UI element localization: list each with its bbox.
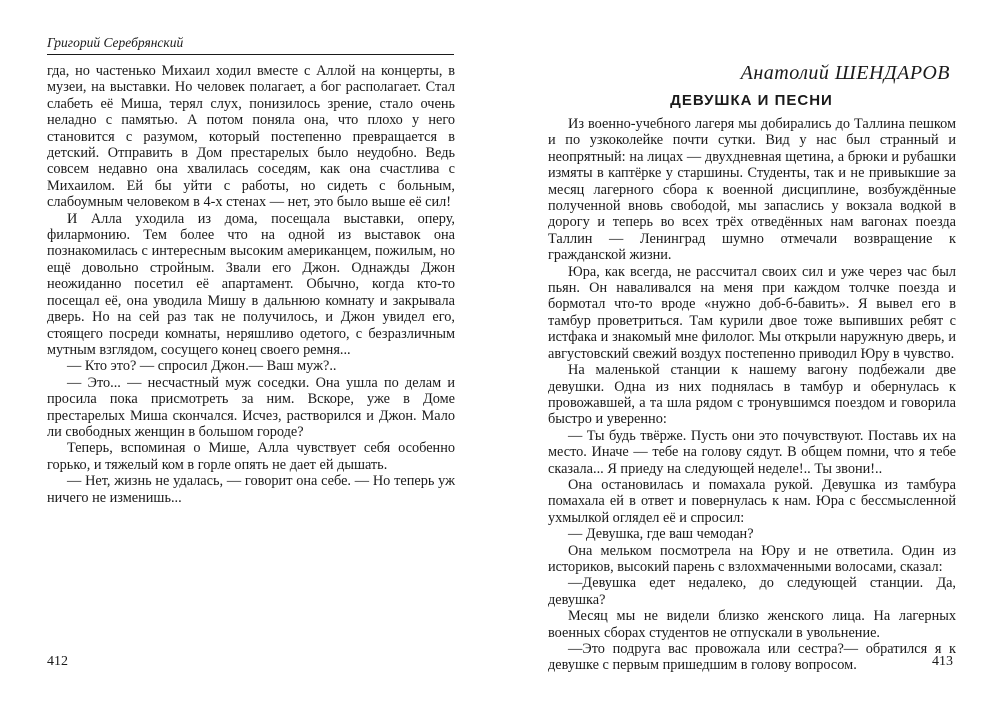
right-page-text (548, 116, 956, 674)
paragraph: — Ты будь твёрже. Пусть они это почувствуют. Поставь их на место. Иначе — тебе на голову сядут. В общем помни, что я тебе сказала... Я приеду на следующей неделе!.. Ты звони!.. (548, 427, 956, 477)
paragraph: Месяц мы не видели близко женского лица. На лагерных военных сборах студентов не отпускали в увольнение. (548, 608, 956, 641)
paragraph: гда, но частенько Михаил ходил вместе с Аллой на концерты, в музеи, на выставки. Но человек полагает, а бог располагает. Стал слабеть её Миша, терял слух, понизилось зрение, стало очень неладно с памятью. А потом поняла она, что плохо у него становится с разумом, который постепенно превращается в детский. Отправить в Дом престарелых было неудобно. Ведь совсем недавно она хвалилась соседям, как она счастлива с Михаилом. Ей бы уйти с работы, но сидеть с больным, слабоумным человеком в 4-х стенах — нет, это было выше её сил! (47, 63, 455, 211)
paragraph: — Девушка, где ваш чемодан? (568, 526, 754, 543)
paragraph: —Девушка едет недалеко, до следующей станции. Да, девушка? (548, 575, 956, 608)
right-page (500, 0, 1000, 707)
paragraph: Она остановилась и помахала рукой. Девушка из тамбура помахала ей в ответ и повернулась к нам. Юра с бессмысленной ухмылкой оглядел её и спросил: (548, 476, 956, 526)
left-page-text (47, 63, 455, 506)
paragraph: На маленькой станции к нашему вагону подбежали две девушки. Одна из них поднялась в тамбур и обернулась к провожавшей, а та шла рядом с тронувшимся поездом и говорила быстро и уверенно: (548, 362, 956, 428)
paragraph: — Кто это? — спросил Джон.— Ваш муж?.. (67, 358, 337, 375)
page-number: 412 (47, 654, 68, 669)
story-title: ДЕВУШКА И ПЕСНИ (670, 92, 833, 109)
paragraph: Она мельком посмотрела на Юру и не ответила. Один из историков, высокий парень с взлохмаченными волосами, сказал: (548, 542, 956, 575)
page-number: 413 (932, 654, 953, 669)
paragraph: И Алла уходила из дома, посещала выставки, оперу, филармонию. Тем более что на одной из выставок она познакомилась с интересным высоким американцем, пожилым, но ещё довольно стройным. Звали его Джон. Однажды Джон неожиданно посетил её апартамент. Обычно, когда кто-то посещал её, она уводила Мишу в дальнюю комнату и закрывала дверь. Но на сей раз так не получилось, и Джон увидел его, стоящего посреди комнаты, неряшливо одетого, с безразличным мутным взглядом, сосущего конец своего ремня... (47, 210, 455, 358)
paragraph: Юра, как всегда, не рассчитал своих сил и уже через час был пьян. Он наваливался на меня при каждом толчке поезда и бормотал что-то вроде «нужно доб-б-бавить». Я вывел его в тамбур проветриться. Там курили двое тоже выпивших ребят с истфака и знакомый мне филолог. Мы открыли наружную дверь, и августовский свежий воздух постепенно приводил Юру в чувство. (548, 263, 956, 362)
paragraph: — Это... — несчастный муж соседки. Она ушла по делам и просила пока присмотреть за ним. Вскоре, уже в Доме престарелых Миша скончался. Исчез, растворился и Джон. Мало ли свободных женщин в большом городе? (47, 374, 455, 440)
paragraph: —Это подруга вас провожала или сестра?— обратился я к девушке с первым пришедшим в голову вопросом. (548, 641, 956, 674)
paragraph: Из военно-учебного лагеря мы добирались до Таллина пешком и по узкоколейке почти сутки. Вид у нас был странный и неопрятный: на лицах — двухдневная щетина, а брюки и рубашки измяты в каптёрке у старшины. Студенты, так и не привыкшие за месяц лагерного сбора к военной дисциплине, возбуждённые полученной вновь свободой, мы запаслись у вокзала водкой в дорогу и теперь во всех трёх отведённых нам вагонах поезда Таллин — Ленинград шумно отмечали возвращение к гражданской жизни. (548, 116, 956, 264)
running-head: Григорий Серебрянский (47, 35, 454, 55)
paragraph: Теперь, вспоминая о Мише, Алла чувствует себя особенно горько, и тяжелый ком в горле опять не дает ей дышать. (47, 440, 455, 473)
author-name: Анатолий ШЕНДАРОВ (740, 62, 950, 84)
paragraph: — Нет, жизнь не удалась, — говорит она себе. — Но теперь уж ничего не изменишь... (47, 473, 455, 506)
